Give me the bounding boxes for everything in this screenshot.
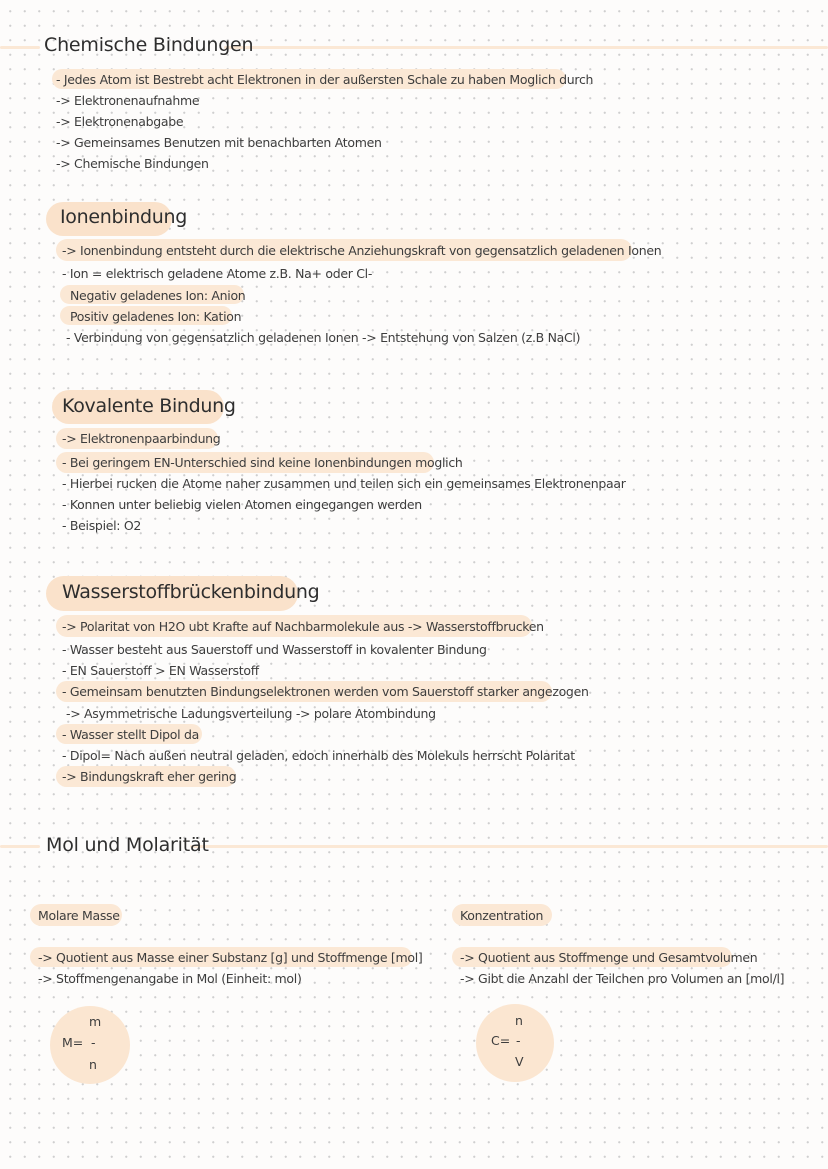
text-line: -> Gibt die Anzahl der Teilchen pro Volumen an [mol/l] bbox=[460, 971, 785, 986]
text-line: -> Elektronenaufnahme bbox=[56, 93, 200, 108]
formula-konz-lhs: C= bbox=[491, 1033, 511, 1048]
header-rule-left bbox=[0, 46, 40, 49]
text-line: -> Elektronenpaarbindung bbox=[62, 431, 221, 446]
formula-molar-denominator: n bbox=[89, 1057, 97, 1072]
text-line: - Gemeinsam benutzten Bindungselektronen werden vom Sauerstoff starker angezogen bbox=[62, 684, 589, 699]
section-heading-kovalent: Kovalente Bindung bbox=[62, 395, 236, 417]
text-line: - EN Sauerstoff > EN Wasserstoff bbox=[62, 663, 259, 678]
text-line: - Wasser stellt Dipol da bbox=[62, 727, 199, 742]
text-line: - Wasser besteht aus Sauerstoff und Wasserstoff in kovalenter Bindung bbox=[62, 642, 487, 657]
text-line: - Beispiel: O2 bbox=[62, 518, 142, 533]
header-rule-right bbox=[224, 46, 828, 49]
text-line: -> Asymmetrische Ladungsverteilung -> polare Atombindung bbox=[66, 706, 436, 721]
formula-molar-bar: - bbox=[91, 1035, 96, 1050]
mol-rule-left bbox=[0, 845, 40, 848]
text-line: - Jedes Atom ist Bestrebt acht Elektronen in der außersten Schale zu haben Moglich durch bbox=[56, 72, 594, 87]
text-line: Negativ geladenes Ion: Anion bbox=[70, 288, 246, 303]
text-line: -> Stoffmengenangabe in Mol (Einheit: mol) bbox=[38, 971, 302, 986]
page-title: Chemische Bindungen bbox=[44, 34, 254, 56]
text-line: - Verbindung von gegensatzlich geladenen Ionen -> Entstehung von Salzen (z.B NaCl) bbox=[66, 330, 581, 345]
text-line: -> Quotient aus Masse einer Substanz [g] und Stoffmenge [mol] bbox=[38, 950, 423, 965]
formula-molar-numerator: m bbox=[89, 1014, 102, 1029]
section-heading-wasser: Wasserstoffbrückenbindung bbox=[62, 581, 320, 603]
formula-konz-numerator: n bbox=[515, 1013, 523, 1028]
text-line: Positiv geladenes Ion: Kation bbox=[70, 309, 242, 324]
text-line: -> Gemeinsames Benutzen mit benachbarten Atomen bbox=[56, 135, 382, 150]
text-line: - Ion = elektrisch geladene Atome z.B. Na+ oder Cl- bbox=[62, 266, 373, 281]
molar-heading: Molare Masse bbox=[38, 908, 120, 923]
text-line: -> Polaritat von H2O ubt Krafte auf Nachbarmolekule aus -> Wasserstoffbrucken bbox=[62, 619, 544, 634]
text-line: - Bei geringem EN-Unterschied sind keine Ionenbindungen moglich bbox=[62, 455, 463, 470]
text-line: - Hierbei rucken die Atome naher zusammen und teilen sich ein gemeinsames Elektronenpaar bbox=[62, 476, 626, 491]
text-line: -> Chemische Bindungen bbox=[56, 156, 209, 171]
konz-heading: Konzentration bbox=[460, 908, 544, 923]
text-line: - Dipol= Nach außen neutral geladen, edoch innerhalb des Molekuls herrscht Polaritat bbox=[62, 748, 575, 763]
formula-molar-lhs: M= bbox=[62, 1035, 84, 1050]
text-line: -> Elektronenabgabe bbox=[56, 114, 184, 129]
text-line: -> Quotient aus Stoffmenge und Gesamtvolumen bbox=[460, 950, 758, 965]
formula-konz-bar: - bbox=[516, 1033, 521, 1048]
text-line: -> Bindungskraft eher gering bbox=[62, 769, 237, 784]
mol-rule-right bbox=[190, 845, 828, 848]
section-title-mol: Mol und Molarität bbox=[46, 834, 209, 856]
text-line: -> Ionenbindung entsteht durch die elektrische Anziehungskraft von gegensatzlich geladenen Ionen bbox=[62, 243, 662, 258]
section-heading-ionen: Ionenbindung bbox=[60, 206, 187, 228]
text-line: - Konnen unter beliebig vielen Atomen eingegangen werden bbox=[62, 497, 422, 512]
formula-konz-denominator: V bbox=[515, 1054, 524, 1069]
